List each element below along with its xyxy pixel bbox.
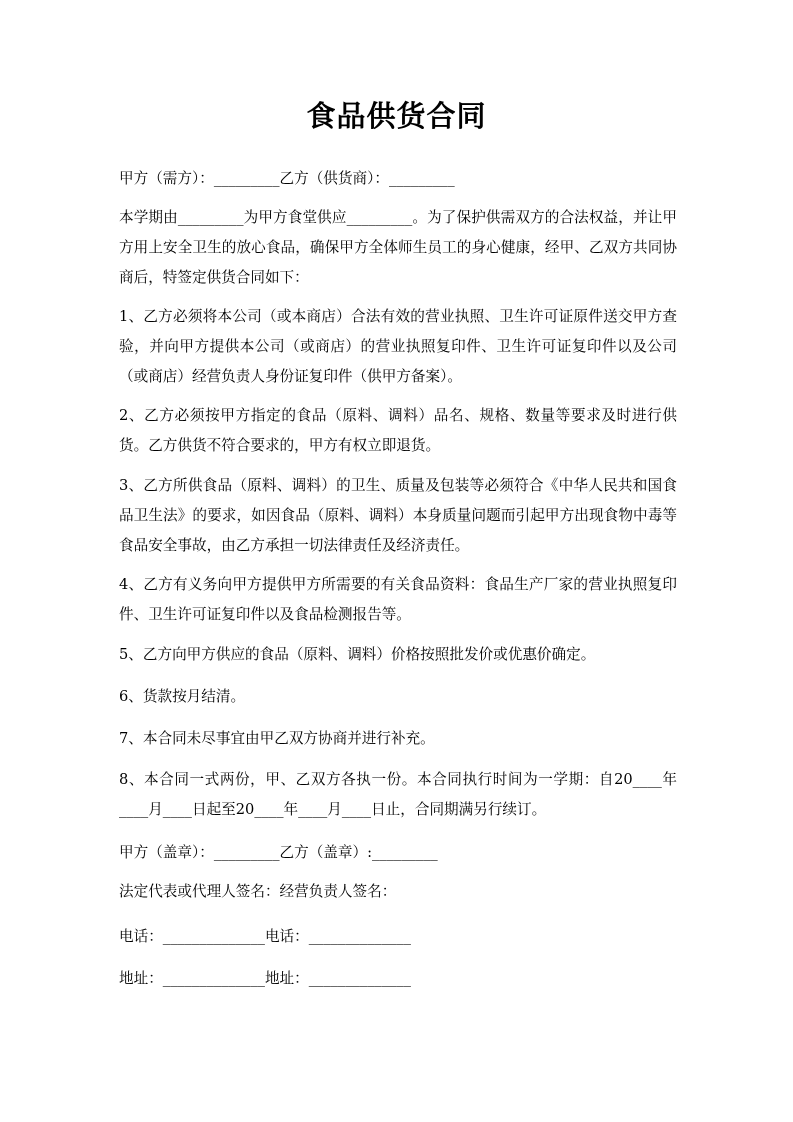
intro-paragraph: 本学期由_________为甲方食堂供应_________。为了保护供需双方的合法权益，并让甲方用上安全卫生的放心食品，确保甲方全体师生员工的身心健康，经甲、乙双方共同协商后，特签定供货合同如下： xyxy=(119,209,677,286)
clause-6: 6、货款按月结清。 xyxy=(119,688,246,705)
parties-line: 甲方（需方）：_________乙方（供货商）：_________ xyxy=(119,170,455,187)
signature-line: 法定代表或代理人签名：经营负责人签名： xyxy=(119,883,397,900)
clause-4: 4、乙方有义务向甲方提供甲方所需要的有关食品资料：食品生产厂家的营业执照复印件、卫生许可证复印件以及食品检测报告等。 xyxy=(119,576,677,623)
clause-7: 7、本合同未尽事宜由甲乙双方协商并进行补充。 xyxy=(119,730,435,747)
clause-3: 3、乙方所供食品（原料、调料）的卫生、质量及包装等必须符合《中华人民共和国食品卫生法》的要求，如因食品（原料、调料）本身质量问题而引起甲方出现食物中毒等食品安全事故，由乙方承担一切法律责任及经济责任。 xyxy=(119,477,677,554)
clause-2: 2、乙方必须按甲方指定的食品（原料、调料）品名、规格、数量等要求及时进行供货。乙方供货不符合要求的，甲方有权立即退货。 xyxy=(119,407,677,454)
seal-line: 甲方（盖章）：_________乙方（盖章）:_________ xyxy=(119,844,438,861)
address-line: 地址：______________地址：______________ xyxy=(119,970,411,987)
document-title: 食品供货合同 xyxy=(306,99,487,133)
clause-1: 1、乙方必须将本公司（或本商店）合法有效的营业执照、卫生许可证原件送交甲方查验，并向甲方提供本公司（或商店）的营业执照复印件、卫生许可证复印件以及公司（或商店）经营负责人身份证复印件（供甲方备案）。 xyxy=(119,308,677,385)
clause-8: 8、本合同一式两份，甲、乙双方各执一份。本合同执行时间为一学期：自20____年____月____日起至20____年____月____日止，合同期满另行续订。 xyxy=(119,771,677,818)
phone-line: 电话：______________电话：______________ xyxy=(119,928,411,945)
clause-5: 5、乙方向甲方供应的食品（原料、调料）价格按照批发价或优惠价确定。 xyxy=(119,646,596,663)
